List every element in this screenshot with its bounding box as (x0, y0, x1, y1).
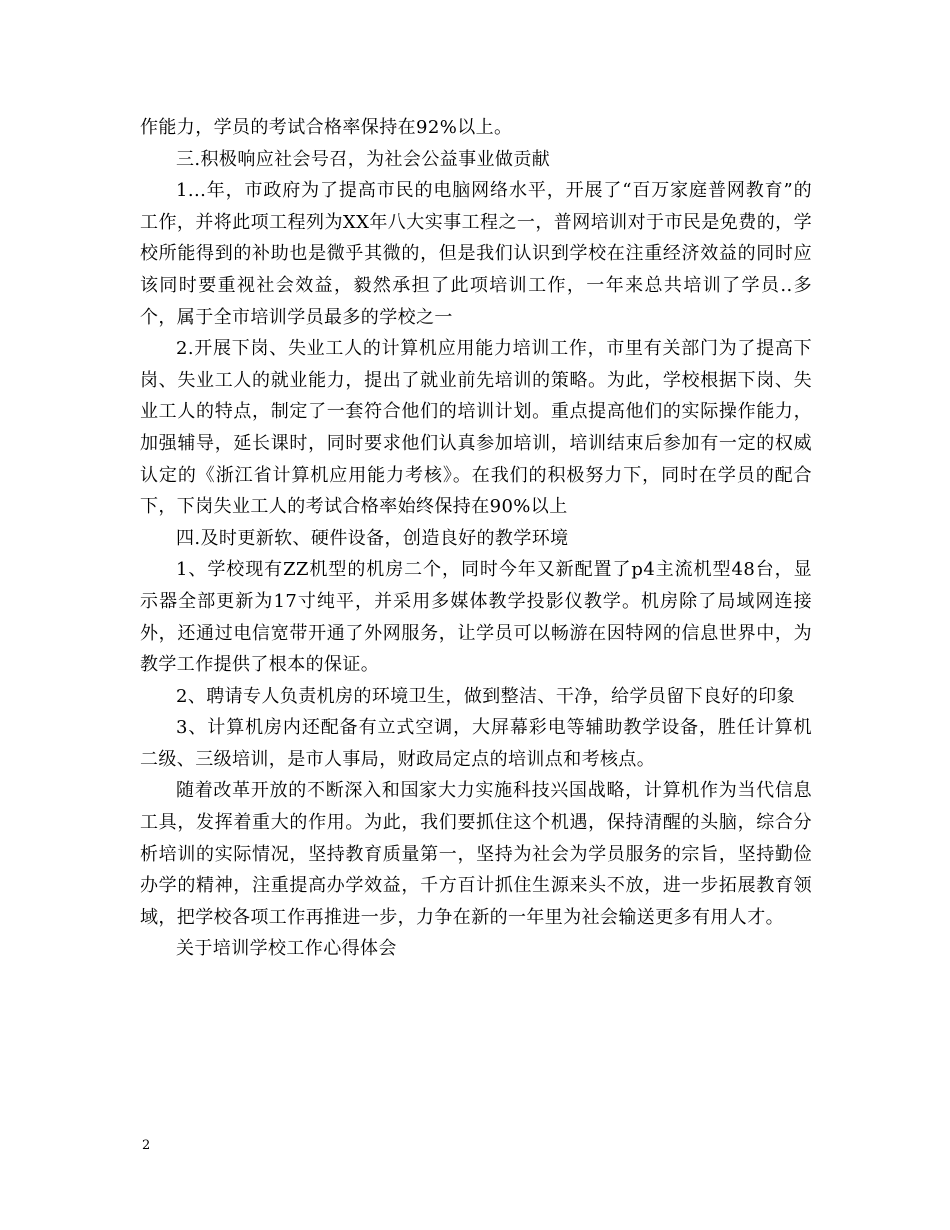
paragraph-item-1: 1...年，市政府为了提高市民的电脑网络水平，开展了“百万家庭普网教育”的工作，并将此项工程列为XX年八大实事工程之一，普网培训对于市民是免费的，学校所能得到的补助也是微乎其微的，但是我们认识到学校在注重经济效益的同时应该同时要重视社会效益，毅然承担了此项培训工作，一年来总共培训了学员..多个，属于全市培训学员最多的学校之一 (140, 180, 812, 328)
document-body (140, 112, 812, 965)
paragraph-equipment-2: 2、聘请专人负责机房的环境卫生，做到整洁、干净，给学员留下良好的印象 (176, 685, 796, 707)
next-title: 关于培训学校工作心得体会 (176, 938, 397, 960)
section-heading-3: 三.积极响应社会号召，为社会公益事业做贡献 (176, 148, 551, 170)
page-number: 2 (142, 1138, 151, 1153)
paragraph-conclusion: 随着改革开放的不断深入和国家大力实施科技兴国战略，计算机作为当代信息工具，发挥着重大的作用。为此，我们要抓住这个机遇，保持清醒的头脑，综合分析培训的实际情况，坚持教育质量第一，坚持为社会为学员服务的宗旨，坚持勤俭办学的精神，注重提高办学效益，千方百计抓住生源来头不放，进一步拓展教育领域，把学校各项工作再推进一步，力争在新的一年里为社会输送更多有用人才。 (140, 780, 812, 928)
section-heading-4: 四.及时更新软、硬件设备，创造良好的教学环境 (176, 527, 569, 549)
paragraph-item-2: 2.开展下岗、失业工人的计算机应用能力培训工作，市里有关部门为了提高下岗、失业工人的就业能力，提出了就业前先培训的策略。为此，学校根据下岗、失业工人的特点，制定了一套符合他们的培训计划。重点提高他们的实际操作能力，加强辅导，延长课时，同时要求他们认真参加培训，培训结束后参加有一定的权威认定的《浙江省计算机应用能力考核》。在我们的积极努力下，同时在学员的配合下，下岗失业工人的考试合格率始终保持在90%以上 (140, 338, 812, 518)
paragraph-equipment-3: 3、计算机房内还配备有立式空调，大屏幕彩电等辅助教学设备，胜任计算机二级、三级培训，是市人事局，财政局定点的培训点和考核点。 (140, 717, 812, 770)
paragraph-equipment-1: 1、学校现有ZZ机型的机房二个，同时今年又新配置了p4主流机型48台，显示器全部更新为17寸纯平，并采用多媒体教学投影仪教学。机房除了局域网连接外，还通过电信宽带开通了外网服务，让学员可以畅游在因特网的信息世界中，为教学工作提供了根本的保证。 (140, 559, 812, 676)
paragraph-continuation: 作能力，学员的考试合格率保持在92%以上。 (140, 117, 513, 138)
